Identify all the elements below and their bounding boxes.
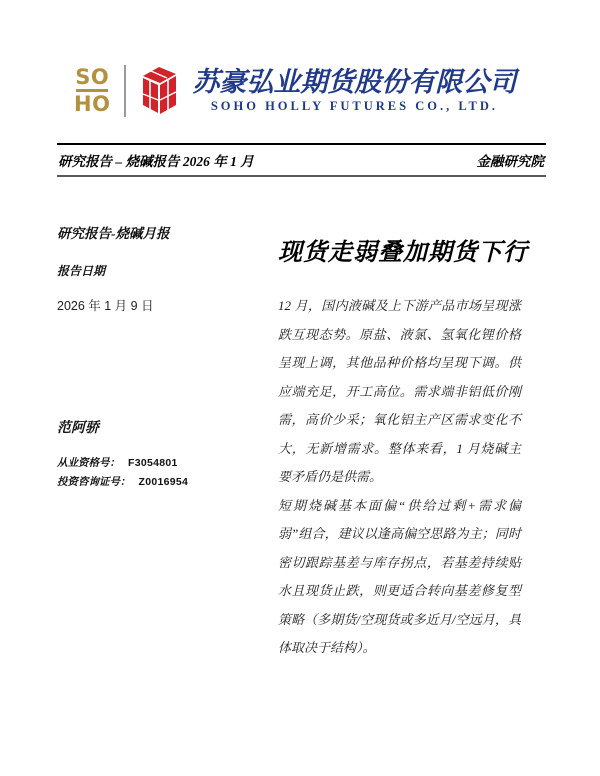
report-type-label: 研究报告-烧碱月报 <box>57 226 170 241</box>
summary-paragraph-2: 短期烧碱基本面偏“供给过剩+需求偏弱”组合，建议以逢高偏空思路为主；同时密切跟踪基差与库存拐点，若基差持续贴水且现货止跌，则更适合转向基差修复型策略（多期货/空现货或多近月/空远月，具体取决于结构）。 <box>278 497 521 655</box>
report-header-band <box>57 143 546 177</box>
red-cube-logo-icon <box>138 64 178 118</box>
soho-letter-mark <box>74 67 110 115</box>
report-summary-column <box>278 232 528 663</box>
company-name-english: SOHO HOLLY FUTURES CO., LTD. <box>210 99 499 114</box>
company-name-block <box>192 68 516 115</box>
report-date-value: 2026 年 1 月 9 日 <box>57 299 154 313</box>
advisory-label: 投资咨询证号： <box>57 477 131 488</box>
logo-divider <box>124 65 126 117</box>
qualification-line <box>57 454 262 473</box>
institute-label: 金融研究院 <box>476 154 544 169</box>
report-title: 现货走弱叠加期货下行 <box>278 240 528 266</box>
advisory-number: Z0016954 <box>138 476 189 488</box>
company-logo <box>74 64 516 118</box>
report-summary-body <box>278 292 521 663</box>
soho-mark-bottom: HO <box>74 92 111 116</box>
analyst-credentials <box>57 454 262 492</box>
soho-mark-top: SO <box>75 65 110 89</box>
analyst-name: 范阿骄 <box>57 421 99 436</box>
report-meta-sidebar <box>57 222 262 492</box>
summary-paragraph-1: 12 月，国内液碱及上下游产品市场呈现涨跌互现态势。原盐、液氯、氢氧化锂价格呈现上调，其他品种价格均呈现下调。供应端充足，开工高位。需求端非铝低价刚需，高价少采；氧化铝主产区需求变化不大，无新增需求。整体来看，1 月烧碱主要矛盾仍是供需。 <box>278 298 521 484</box>
company-name-chinese: 苏豪弘业期货股份有限公司 <box>192 66 517 97</box>
report-date-label: 报告日期 <box>57 264 106 278</box>
report-category-label: 研究报告 – 烧碱报告 2026 年 1 月 <box>58 154 254 169</box>
qualification-number: F3054801 <box>128 457 178 469</box>
qualification-label: 从业资格号： <box>57 458 120 469</box>
advisory-line <box>57 473 262 492</box>
